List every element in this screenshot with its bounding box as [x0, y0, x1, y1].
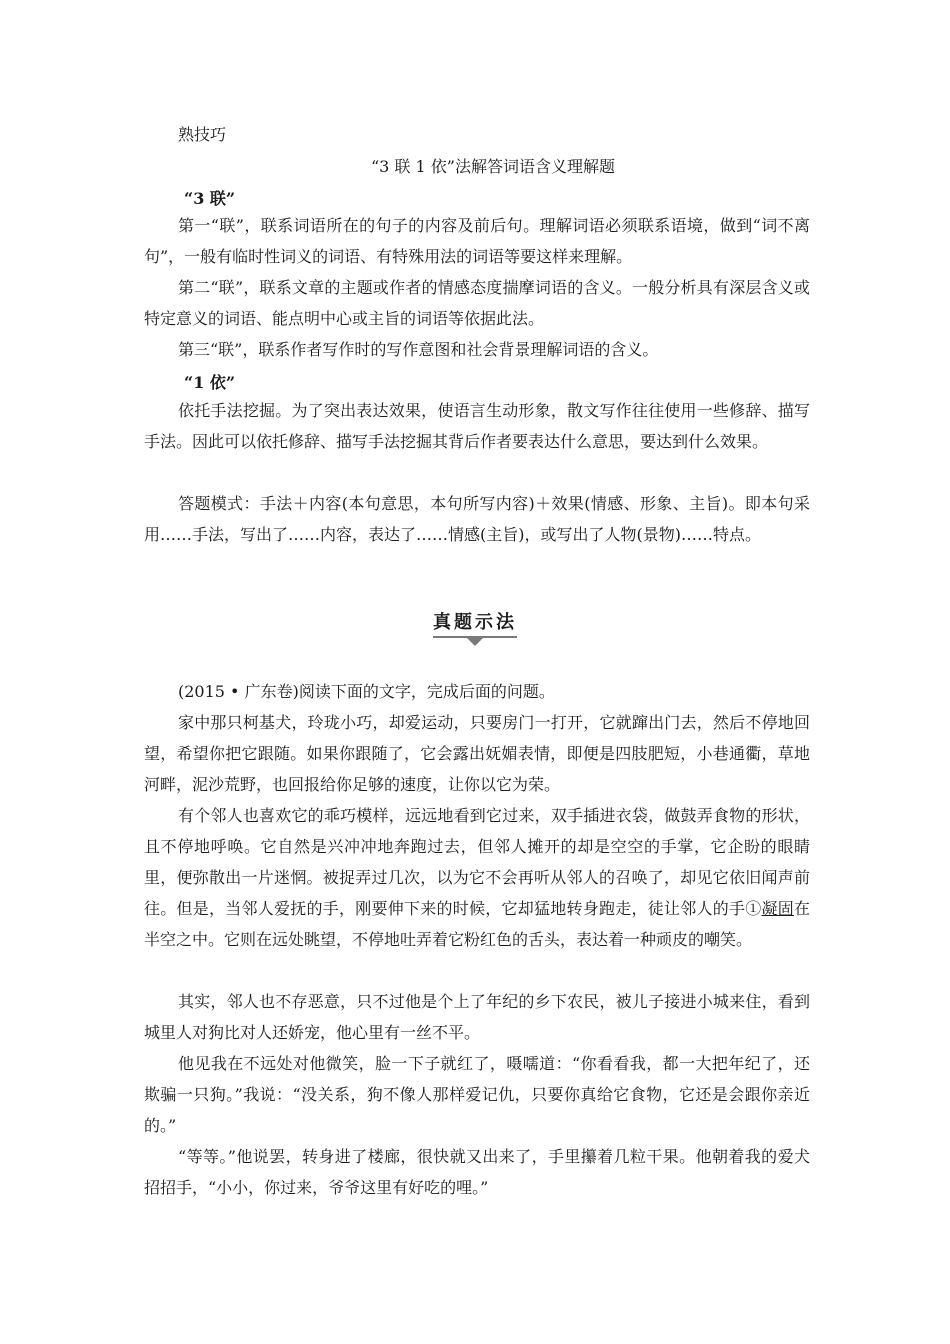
paragraph-yi-1: 依托手法挖掘。为了突出表达效果，使语言生动形象，散文写作往往使用一些修辞、描写手法。因此可以依托修辞、描写手法挖掘其背后作者要表达什么意思，要达到什么效果。: [144, 401, 810, 451]
passage-paragraph-5: “等等。”他说罢，转身进了楼廊，很快就又出来了，手里攥着几粒干果。他朝着我的爱犬招招手，“小小，你过来，爷爷这里有好吃的哩。”: [144, 1147, 810, 1197]
passage-paragraph-2-before: 有个邻人也喜欢它的乖巧模样，远远地看到它过来，双手插进衣袋，做鼓弄食物的形状，且不停地呼唤。它自然是兴冲冲地奔跑过去，但邻人摊开的却是空空的手掌，它企盼的眼睛里，便弥散出一片迷惘。被捉弄过几次，以为它不会再听从邻人的召唤了，却见它依旧闻声前往。但是，当邻人爱抚的手，刚要伸下来的时候，它却猛地转身跑走，徒让邻人的手①: [144, 806, 810, 918]
paragraph-lian-3: 第三“联”，联系作者写作时的写作意图和社会背景理解词语的含义。: [178, 340, 659, 359]
banner-triangle-icon: [467, 638, 483, 646]
method-title: “3 联 1 依”法解答词语含义理解题: [371, 157, 615, 176]
passage-paragraph-2: [144, 800, 810, 955]
paragraph-lian-1: 第一“联”，联系词语所在的句子的内容及前后句。理解词语必须联系语境，做到“词不离句”，一般有临时性词义的词语、有特殊用法的词语等要这样来理解。: [144, 216, 810, 266]
passage-paragraph-3: 其实，邻人也不存恶意，只不过他是个上了年纪的乡下农民，被儿子接进小城来住，看到城里人对狗比对人还娇宠，他心里有一丝不平。: [144, 992, 810, 1042]
sub-label-3-lian: “3 联”: [184, 189, 236, 208]
sub-label-1-yi: “1 依”: [184, 373, 236, 392]
section-label-skills: 熟技巧: [178, 125, 227, 144]
paragraph-lian-2: 第二“联”，联系文章的主题或作者的情感态度揣摩词语的含义。一般分析具有深层含义或特定意义的词语、能点明中心或主旨的词语等依据此法。: [144, 278, 810, 328]
section-title: 真题示法: [433, 612, 517, 638]
underlined-term: 凝固: [761, 899, 794, 918]
passage-paragraph-4: 他见我在不远处对他微笑，脸一下子就红了，嗫嚅道：“你看看我，都一大把年纪了，还欺骗一只狗。”我说：“没关系，狗不像人那样爱记仇，只要你真给它食物，它还是会跟你亲近的。”: [144, 1054, 810, 1135]
passage-paragraph-1: 家中那只柯基犬，玲珑小巧，却爱运动，只要房门一打开，它就蹿出门去，然后不停地回望，希望你把它跟随。如果你跟随了，它会露出妩媚表情，即便是四肢肥短，小巷通衢，草地河畔，泥沙荒野，也回报给你足够的速度，让你以它为荣。: [144, 713, 810, 794]
paragraph-yi-2: 答题模式：手法＋内容(本句意思，本句所写内容)＋效果(情感、形象、主旨)。即本句采用……手法，写出了……内容，表达了……情感(主旨)，或写出了人物(景物)……特点。: [144, 494, 810, 544]
passage-paragraph-2-after: 在半空之中。它则在远处眺望，不停地吐弄着它粉红色的舌头，表达着一种顽皮的嘲笑。: [144, 899, 810, 949]
section-banner: [0, 612, 950, 646]
passage-source: (2015 • 广东卷)阅读下面的文字，完成后面的问题。: [178, 682, 555, 701]
